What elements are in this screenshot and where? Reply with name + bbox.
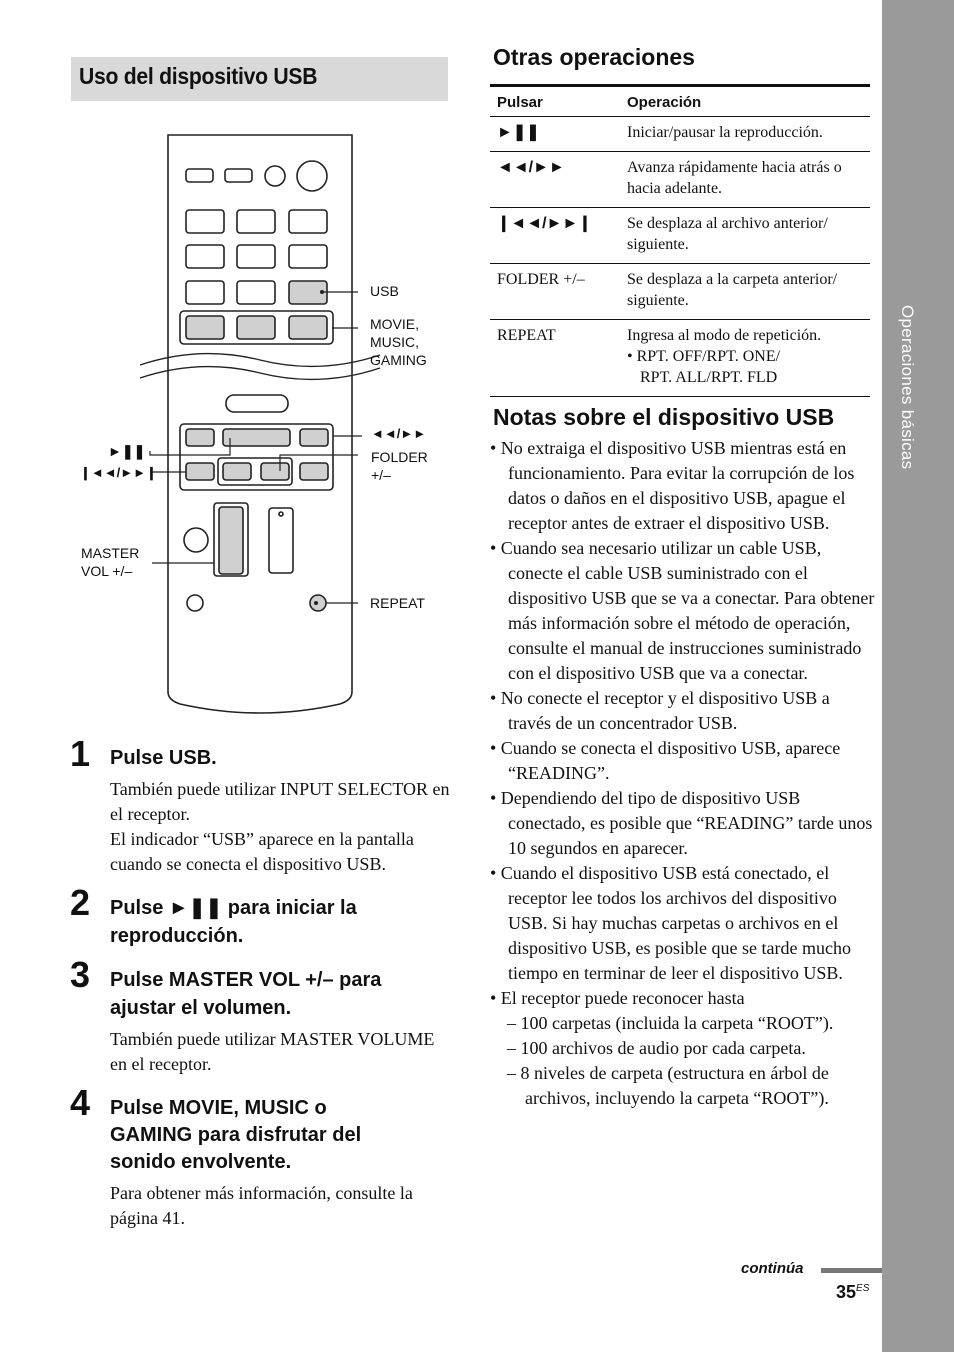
note-subitem: – 100 archivos de audio por cada carpeta.: [507, 1038, 806, 1058]
play-pause-label: ►❚❚: [108, 443, 146, 459]
notes-list: [490, 436, 875, 1111]
col-header-pulsar: Pulsar: [490, 86, 620, 117]
folder-label: FOLDER: [371, 449, 428, 465]
continues-label: continúa: [741, 1260, 804, 1277]
note-item: • Cuando el dispositivo USB está conectado, el receptor lee todos los archivos del dispositivo USB. Si hay muchas carpetas o archivos en el dispositivo USB, es posible que se tarde mucho tiempo en terminar de leer el dispositivo USB.: [490, 863, 851, 983]
op-cell: Iniciar/pausar la reproducción.: [620, 117, 870, 152]
repeat-label: REPEAT: [370, 595, 425, 611]
folder-pm-label: +/–: [371, 467, 391, 483]
music-label: MUSIC,: [370, 334, 419, 350]
key-cell: ►❚❚: [490, 117, 620, 152]
gaming-label: GAMING: [370, 352, 427, 368]
note-subitem: – 8 niveles de carpeta (estructura en árbol de archivos, incluyendo la carpeta “ROOT”).: [507, 1063, 829, 1108]
page-lang: ES: [856, 1283, 870, 1294]
table-row: [490, 208, 870, 264]
note-item: • Dependiendo del tipo de dispositivo USB conectado, es posible que “READING” tarde unos 10 segundos en aparecer.: [490, 788, 873, 858]
side-tab-label: Operaciones básicas: [898, 305, 917, 470]
note-item: • El receptor puede reconocer hasta: [490, 988, 745, 1008]
side-tab: [882, 0, 954, 1352]
note-item: • Cuando se conecta el dispositivo USB, aparece “READING”.: [490, 738, 841, 783]
other-ops-title: Otras operaciones: [493, 44, 695, 70]
key-cell: FOLDER +/–: [490, 264, 620, 320]
master-label: MASTER: [81, 545, 140, 561]
op-cell: Se desplaza al archivo anterior/ siguiente.: [620, 208, 870, 264]
step-1-body-1: También puede utilizar INPUT SELECTOR en el receptor.: [110, 779, 450, 824]
key-cell: ❙◄◄/►►❙: [490, 208, 620, 264]
step-4-title-2: GAMING para disfrutar del: [110, 1124, 362, 1146]
step-4-title-1: Pulse MOVIE, MUSIC o: [110, 1097, 327, 1119]
note-subitem: – 100 carpetas (incluida la carpeta “ROOT”).: [507, 1013, 834, 1033]
operations-table: [490, 84, 870, 397]
table-row: [490, 152, 870, 208]
op-line: Ingresa al modo de repetición.: [627, 327, 822, 344]
op-cell: Avanza rápidamente hacia atrás o hacia adelante.: [620, 152, 870, 208]
step-4-title-3: sonido envolvente.: [110, 1151, 292, 1173]
op-cell: Se desplaza a la carpeta anterior/ siguiente.: [620, 264, 870, 320]
step-2-number: 2: [70, 882, 91, 923]
table-row: [490, 320, 870, 397]
note-item: • No extraiga el dispositivo USB mientras está en funcionamiento. Para evitar la corrupción de los datos o daños en el dispositivo USB, apague el receptor antes de extraer el dispositivo USB.: [490, 438, 855, 533]
step-2-title-1: Pulse ►❚❚ para iniciar la: [110, 897, 357, 919]
page-number-value: 35: [836, 1282, 857, 1302]
op-line: RPT. ALL/RPT. FLD: [640, 369, 778, 386]
skip-label: ◄◄/►►: [371, 426, 427, 441]
key-cell: ◄◄/►►: [490, 152, 620, 208]
vol-label: VOL +/–: [81, 563, 133, 579]
step-3-title-2: ajustar el volumen.: [110, 997, 292, 1019]
notes-title: Notas sobre el dispositivo USB: [493, 404, 835, 430]
col-header-operacion: Operación: [620, 86, 870, 117]
step-4-body: Para obtener más información, consulte la página 41.: [110, 1183, 413, 1228]
table-row: [490, 117, 870, 152]
section-header: [71, 57, 448, 101]
step-3-body: También puede utilizar MASTER VOLUME en el receptor.: [110, 1029, 435, 1074]
step-3-number: 3: [70, 954, 91, 995]
movie-label: MOVIE,: [370, 316, 420, 332]
step-2-title-2: reproducción.: [110, 925, 244, 947]
step-3-title-1: Pulse MASTER VOL +/– para: [110, 969, 382, 991]
prev-next-label: ❙◄◄/►►❙: [80, 465, 157, 480]
usb-label: USB: [370, 283, 399, 299]
step-4-number: 4: [70, 1082, 91, 1123]
op-cell: [620, 320, 870, 397]
note-item: • No conecte el receptor y el dispositivo USB a través de un concentrador USB.: [490, 688, 830, 733]
step-1-number: 1: [70, 733, 91, 774]
table-row: [490, 264, 870, 320]
continues-bar: [821, 1268, 882, 1273]
step-1-title: Pulse USB.: [110, 747, 217, 769]
op-line: • RPT. OFF/RPT. ONE/: [627, 348, 781, 365]
key-cell: REPEAT: [490, 320, 620, 397]
note-item: • Cuando sea necesario utilizar un cable USB, conecte el cable USB suministrado con el dispositivo USB que se va a conectar. Para obtener más información sobre el método de operación, consulte el manual de instrucciones suministrado con el dispositivo USB que va a conectar.: [490, 538, 875, 683]
step-1-body-2: El indicador “USB” aparece en la pantalla cuando se conecta el dispositivo USB.: [110, 829, 414, 874]
page-number: [836, 1282, 869, 1303]
section-title: Uso del dispositivo USB: [79, 63, 318, 89]
